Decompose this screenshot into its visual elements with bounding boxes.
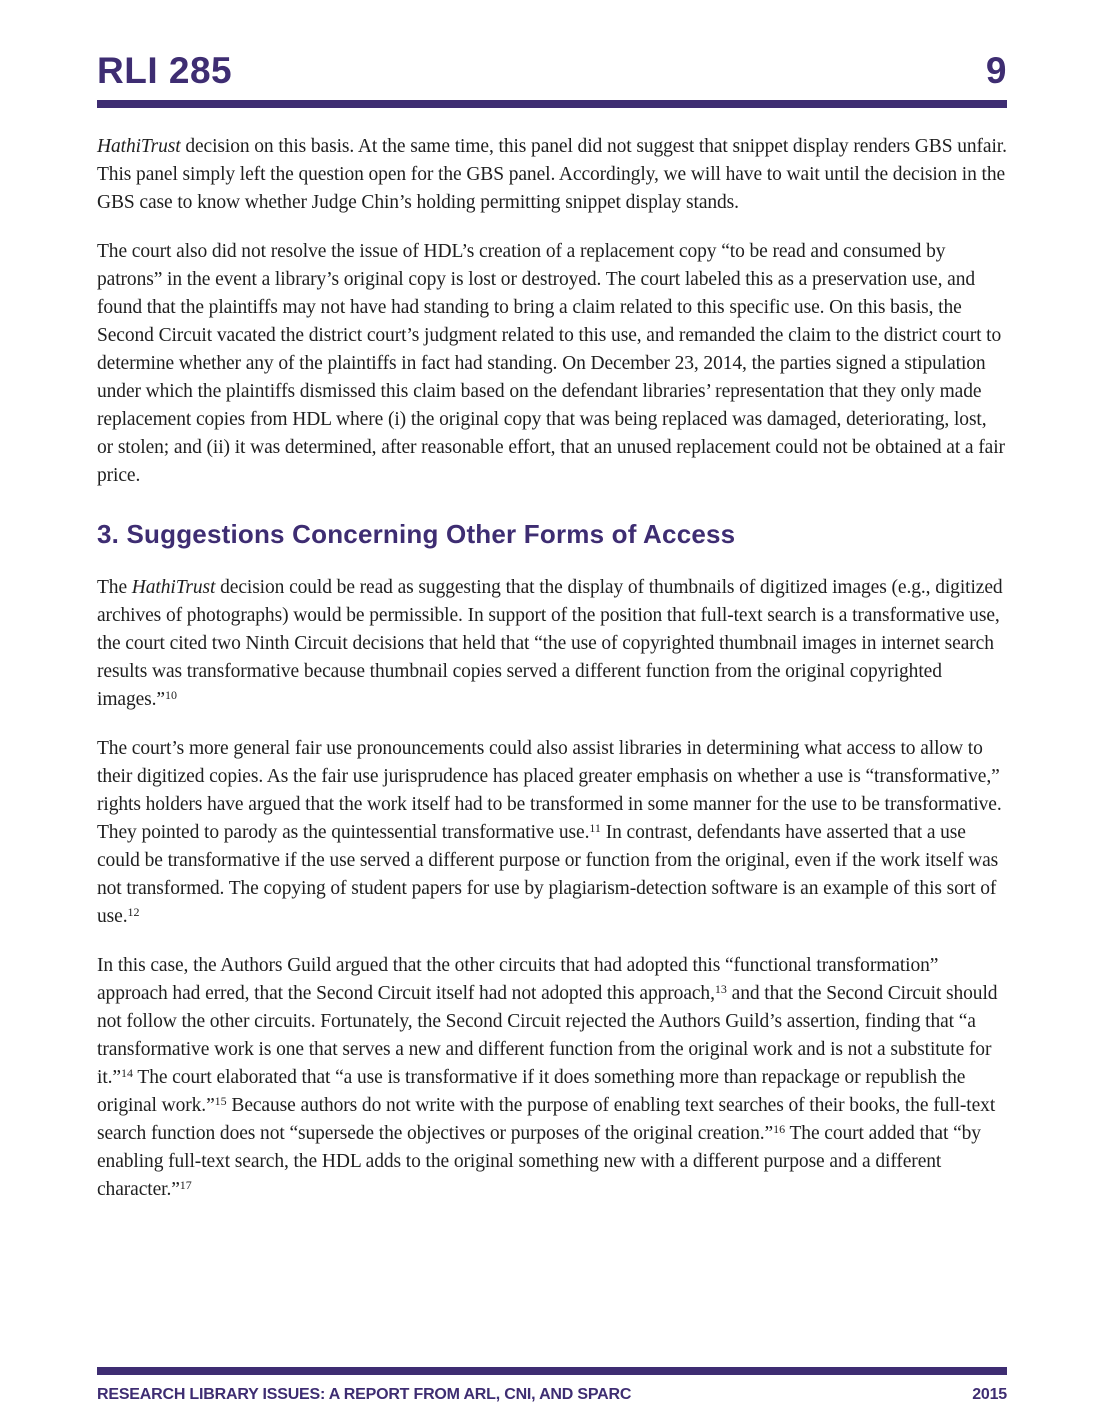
footnote-ref: 10 — [164, 687, 177, 702]
text-run: In this case, the Authors Guild argued that the other circuits that had adopted this “functional transformation” approach had erred, that the Second Circuit itself had not adopted this approach, — [97, 954, 939, 1004]
page-header — [0, 0, 1104, 108]
italic-case-name: HathiTrust — [131, 576, 216, 598]
text-run: The — [97, 576, 132, 598]
footnote-ref: 17 — [179, 1177, 192, 1192]
text-run: decision on this basis. At the same time, this panel did not suggest that snippet display renders GBS unfair. This panel simply left the question open for the GBS panel. Accordingly, we will have to wait until the decision in the GBS case to know whether Judge Chin’s holding permitting snippet display stands. — [97, 136, 1007, 213]
article-body — [0, 108, 1104, 1204]
body-paragraph — [97, 238, 1007, 490]
text-run: The court also did not resolve the issue of HDL’s creation of a replacement copy “to be read and consumed by patrons” in the event a library’s original copy is lost or destroyed. The court labeled this as a preservation use, and found that the plaintiffs may not have had standing to bring a claim related to this specific use. On this basis, the Second Circuit vacated the district court’s judgment related to this use, and remanded the claim to the district court to determine whether any of the plaintiffs in fact had standing. On December 23, 2014, the parties signed a stipulation under which the plaintiffs dismissed this claim based on the defendant libraries’ representation that they only made replacement copies from HDL where (i) the original copy that was being replaced was damaged, deteriorating, lost, or stolen; and (ii) it was determined, after reasonable effort, that an unused replacement could not be obtained at a fair price. — [97, 241, 1005, 486]
page-footer — [0, 1367, 1104, 1428]
body-paragraph — [97, 952, 1007, 1204]
body-paragraph — [97, 133, 1007, 217]
footer-row — [97, 1386, 1007, 1404]
header-row — [97, 52, 1007, 89]
journal-title: RLI 285 — [97, 50, 233, 91]
footnote-ref: 13 — [714, 981, 727, 996]
footnote-ref: 11 — [589, 820, 601, 835]
footnote-ref: 12 — [127, 904, 140, 919]
italic-case-name: HathiTrust — [97, 136, 181, 157]
text-run: Because authors do not write with the purpose of enabling text searches of their books, the full-text search function does not “supersede the objectives or purposes of the original creation.” — [97, 1094, 996, 1144]
text-run: The court elaborated that “a use is transformative if it does something more than repackage or republish the original work.” — [97, 1066, 966, 1116]
footnote-ref: 15 — [214, 1093, 227, 1108]
section-heading: 3. Suggestions Concerning Other Forms of Access — [97, 519, 736, 549]
text-run: The court’s more general fair use pronouncements could also assist libraries in determining what access to allow to their digitized copies. As the fair use jurisprudence has placed greater emphasis on whether a use is “transformative,” rights holders have argued that the work itself had to be transformed in some manner for the use to be transformative. They pointed to parody as the quintessential transformative use. — [97, 737, 1002, 843]
text-run: and that the Second Circuit should not follow the other circuits. Fortunately, the Second Circuit rejected the Authors Guild’s assertion, finding that “a transformative work is one that serves a new and different function from the original work and is not a substitute for it.” — [97, 982, 998, 1088]
text-run: decision could be read as suggesting that the display of thumbnails of digitized images (e.g., digitized archives of photographs) would be permissible. In support of the position that full-text search is a transformative use, the court cited two Ninth Circuit decisions that held that “the use of copyrighted thumbnail images in internet search results was transformative because thumbnail copies served a different function from the original copyrighted images.” — [97, 576, 1003, 710]
footer-title: RESEARCH LIBRARY ISSUES: A REPORT FROM ARL, CNI, AND SPARC — [97, 1386, 632, 1403]
footnote-ref: 14 — [120, 1065, 133, 1080]
body-paragraph — [97, 574, 1007, 714]
page-number: 9 — [985, 50, 1007, 91]
footnote-ref: 16 — [773, 1121, 786, 1136]
footer-rule — [97, 1367, 1007, 1375]
footer-year: 2015 — [972, 1386, 1007, 1403]
body-paragraph — [97, 735, 1007, 931]
text-run: The court added that “by enabling full-text search, the HDL adds to the original something new with a different purpose and a different character.” — [97, 1122, 981, 1200]
text-run: In contrast, defendants have asserted that a use could be transformative if the use served a different purpose or function from the original, even if the work itself was not transformed. The copying of student papers for use by plagiarism-detection software is an example of this sort of use. — [97, 821, 999, 927]
header-rule — [97, 100, 1007, 108]
